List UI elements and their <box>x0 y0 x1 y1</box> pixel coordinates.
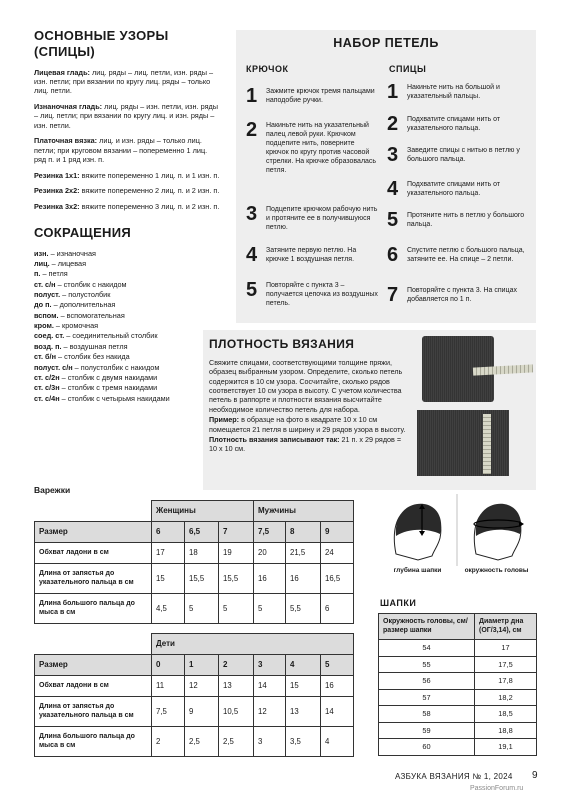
left-column <box>34 28 220 404</box>
table-row: Длина от запястья до указательного пальца в см 7,5 9 10,5 12 13 14 <box>35 697 354 727</box>
abbr-item: полуст. – полустолбик <box>34 290 111 299</box>
main-patterns-list <box>34 68 220 212</box>
hats-col2-header: Диаметр дна (ОГ/3,14), см <box>475 614 537 640</box>
hats-title: ШАПКИ <box>380 598 417 608</box>
head-circumference-icon <box>474 504 524 560</box>
abbr-item: ст. с/3н – столбик с тремя накидами <box>34 383 158 393</box>
abbr-item: полуст. с/н – полустолбик с накидом <box>34 362 160 372</box>
measuring-tape-vertical <box>483 414 491 474</box>
table-row: 54 17 <box>379 640 537 657</box>
table-row <box>35 501 354 522</box>
mittens-title: Варежки <box>34 485 71 495</box>
table-row: Длина от запястья до указательного пальца в см 15 15,5 15,5 16 16 16,5 <box>35 564 354 594</box>
gauge-text <box>209 358 409 455</box>
gauge-example: Пример: в образце на фото в квадрате 10 х 10 см помещается 21 петля в ширину и 29 рядов узора в высоту. <box>209 415 406 434</box>
table-row: 60 19,1 <box>379 739 537 756</box>
abbr-item: ст. б/н – столбик без накида <box>34 352 130 362</box>
abbreviations-title: СОКРАЩЕНИЯ <box>34 225 132 241</box>
pattern-item: Резинка 3х2: вяжите попеременно 3 лиц. п. и 2 изн. п. <box>34 201 220 211</box>
gauge-box <box>203 330 536 490</box>
needle-step: 4 Подхватите спицами нить от указательного пальца. <box>387 178 501 200</box>
table-row: 58 18,5 <box>379 706 537 723</box>
table-row: 59 18,8 <box>379 722 537 739</box>
table-row: Обхват ладони в см 17 18 19 20 21,5 24 <box>35 543 354 564</box>
table-row: Длина большого пальца до мыса в см 2 2,5 2,5 3 3,5 4 <box>35 727 354 757</box>
abbr-item: до п. – дополнительная <box>34 300 116 310</box>
head-measure-illustration <box>378 494 536 566</box>
gauge-title: ПЛОТНОСТЬ ВЯЗАНИЯ <box>209 337 355 351</box>
head-circ-caption: окружность головы <box>464 567 529 574</box>
table-row: 57 18,2 <box>379 689 537 706</box>
hook-step: 5 Повторяйте с пункта 3 – получается цепочка из воздушных петель. <box>246 279 378 308</box>
table-row: Размер 6 6,5 7 7,5 8 9 <box>35 522 354 543</box>
hats-table <box>378 613 537 756</box>
abbr-item: соед. ст. – соединительный столбик <box>34 331 158 341</box>
table-row: Размер 0 1 2 3 4 5 <box>35 655 354 676</box>
table-row: Длина большого пальца до мыса в см 4,5 5 5 5 5,5 6 <box>35 594 354 624</box>
needle-step: 1 Накиньте нить на большой и указательный пальцы. <box>387 81 500 103</box>
table-row <box>379 614 537 640</box>
pattern-item: Изнаночная гладь: лиц. ряды – изн. петли, изн. ряды – лиц. петли; при вязании по кругу лиц. и изн. ряды – изн. петли. <box>34 101 219 130</box>
abbr-item: п. – петля <box>34 269 68 279</box>
pattern-item: Резинка 2х2: вяжите попеременно 2 лиц. п. и 2 изн. п. <box>34 186 220 196</box>
abbr-item: ст. с/2н – столбик с двумя накидами <box>34 372 158 382</box>
needle-step: 5 Протяните нить в петлю у большого пальца. <box>387 209 525 231</box>
abbr-item: вспом. – вспомогательная <box>34 310 125 320</box>
measuring-tape-horizontal <box>473 364 533 375</box>
head-profile-icon <box>394 504 441 560</box>
pattern-item: Резинка 1х1: вяжите попеременно 1 лиц. п. и 1 изн. п. <box>34 170 220 180</box>
pattern-item: Лицевая гладь: лиц. ряды – лиц. петли, изн. ряды – изн. петли; при вязании по кругу лиц. ряды – только лиц. петли. <box>34 67 214 96</box>
cast-on-box <box>236 30 536 323</box>
mittens-adult-table <box>34 500 354 624</box>
hook-step: 1 Зажмите крючок тремя пальцами наподобие ручки. <box>246 85 375 107</box>
hook-step: 2 Накиньте нить на указательный палец левой руки. Крючком подцепите нить, поверните крючок по кругу против часовой стрелки. На крючке образовалась петля. <box>246 119 377 175</box>
abbr-item: ст. с/4н – столбик с четырьмя накидами <box>34 393 170 403</box>
gauge-paragraph: Свяжите спицами, соответствующими толщине пряжи, образец выбранным узором. Определите, сколько петель содержится в 10 см узора. Сосчитайте, сколько рядов соответствует 10 см узора в высоту. С учетом количества петель в раппорте и плотности вязания высчитайте необходимое количество петель для набора. <box>209 358 403 414</box>
cast-on-title: НАБОР ПЕТЕЛЬ <box>333 36 439 50</box>
page-number: 9 <box>532 770 538 781</box>
mittens-kids-table <box>34 633 354 757</box>
table-row <box>35 634 354 655</box>
abbr-item: возд. п. – воздушная петля <box>34 341 128 351</box>
abbr-item: лиц. – лицевая <box>34 258 87 268</box>
needle-step: 7 Повторяйте с пункта 3. На спицах добавляется по 1 п. <box>387 284 517 306</box>
knit-swatch-photo <box>417 410 509 476</box>
needle-step: 6 Спустите петлю с большого пальца, затяните ее. На спице – 2 петли. <box>387 244 525 266</box>
group-kids: Дети <box>152 634 354 655</box>
table-row: 56 17,8 <box>379 673 537 690</box>
table-row: Обхват ладони в см 11 12 13 14 15 16 <box>35 676 354 697</box>
needle-step: 3 Заведите спицы с нитью в петлю у большого пальца. <box>387 144 520 166</box>
hats-col1-header: Окружность головы, см/размер шапки <box>379 614 475 640</box>
needles-heading: СПИЦЫ <box>389 64 427 74</box>
abbr-item: изн. – изнаночная <box>34 248 96 258</box>
table-row: 55 17,5 <box>379 656 537 673</box>
abbreviations-list <box>34 249 220 404</box>
pattern-item: Платочная вязка: лиц. и изн. ряды – только лиц. петли; при круговом вязании – попеременно 1 лиц. ряд п. и 1 ряд изн. п. <box>34 136 208 165</box>
abbr-item: ст. с/н – столбик с накидом <box>34 279 127 289</box>
group-men: Мужчины <box>254 501 354 522</box>
gauge-record: Плотность вязания записывают так: 21 п. х 29 рядов = 10 х 10 см. <box>209 434 402 454</box>
needle-step: 2 Подхватите спицами нить от указательного пальца. <box>387 113 501 135</box>
abbr-item: кром. – кромочная <box>34 321 99 331</box>
magazine-footer: АЗБУКА ВЯЗАНИЯ № 1, 2024 <box>395 772 513 781</box>
cap-depth-caption: глубина шапки <box>393 567 442 574</box>
watermark: PassionForum.ru <box>470 785 524 792</box>
group-women: Женщины <box>152 501 254 522</box>
hook-heading: КРЮЧОК <box>246 64 289 74</box>
hook-step: 3 Подцепите крючком рабочую нить и протяните ее в получившуюся петлю. <box>246 203 378 232</box>
hook-step: 4 Затяните первую петлю. На крючке 1 воздушная петля. <box>246 244 357 266</box>
head-diagrams <box>378 494 536 588</box>
main-patterns-title: ОСНОВНЫЕ УЗОРЫ (СПИЦЫ) <box>34 28 169 60</box>
